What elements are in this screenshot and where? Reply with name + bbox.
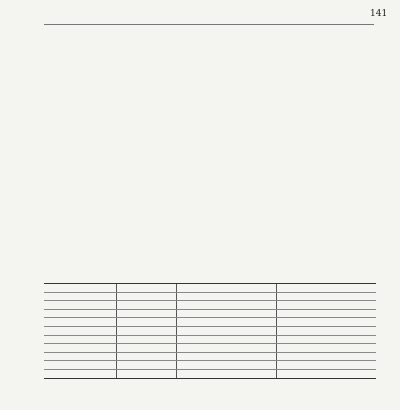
table-cell [176,309,276,318]
table-cell [44,309,116,318]
table-cell [276,361,376,370]
table-cell [176,335,276,344]
table-cell [44,335,116,344]
table-row [44,318,376,327]
table-cell [116,326,176,335]
table-row [44,361,376,370]
table-cell [44,361,116,370]
table-cell [276,326,376,335]
table-cell [176,369,276,378]
table-cell [176,361,276,370]
table-cell [116,361,176,370]
table-cell [116,344,176,353]
table-cell [116,309,176,318]
table-cell [276,292,376,301]
table-row [44,335,376,344]
data-table [44,283,376,379]
table-cell [276,284,376,293]
table-cell [276,352,376,361]
table-cell [44,301,116,310]
table-cell [116,335,176,344]
table-cell [176,326,276,335]
running-header [0,6,400,22]
table-cell [44,318,116,327]
table-cell [276,335,376,344]
table-cell [116,284,176,293]
table-cell [44,344,116,353]
table-cell [116,318,176,327]
table-cell [176,284,276,293]
table-row [44,369,376,378]
table-cell [176,344,276,353]
table-cell [116,292,176,301]
table-cell [276,369,376,378]
table-row [44,309,376,318]
table-row [44,352,376,361]
table-row [44,344,376,353]
table-cell [276,301,376,310]
table-cell [44,326,116,335]
table-cell [44,284,116,293]
table-cell [44,369,116,378]
table-cell [116,352,176,361]
page-number: 141 [370,9,388,19]
table-cell [44,292,116,301]
table-cell [176,352,276,361]
table-cell [276,344,376,353]
table-cell [176,292,276,301]
table-cell [276,318,376,327]
table-cell [276,309,376,318]
table-row [44,326,376,335]
table-cell [176,301,276,310]
table-cell [176,318,276,327]
table-cell [116,369,176,378]
table-cell [116,301,176,310]
header-rule [44,24,374,25]
table-cell [44,352,116,361]
table-row [44,284,376,293]
table-row [44,301,376,310]
formula [60,213,360,224]
table-row [44,292,376,301]
